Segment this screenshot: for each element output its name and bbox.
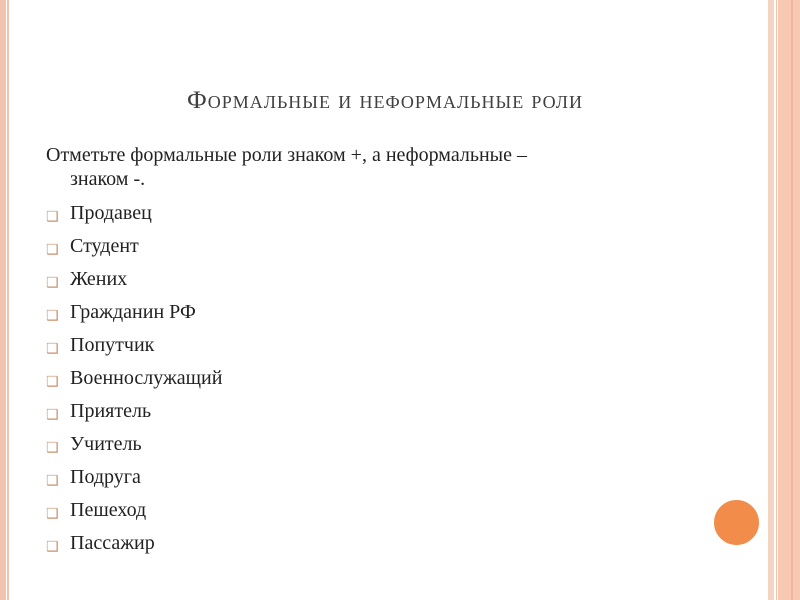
list-item bbox=[46, 431, 706, 464]
list-item bbox=[46, 365, 706, 398]
list-item bbox=[46, 332, 706, 365]
square-bullet-icon: ❑ bbox=[46, 539, 59, 555]
list-item-label: Продавец bbox=[70, 202, 152, 224]
left-frame-border bbox=[0, 0, 6, 600]
list-item bbox=[46, 398, 706, 431]
square-bullet-icon: ❑ bbox=[46, 341, 59, 357]
list-item-label: Учитель bbox=[70, 433, 142, 455]
list-item bbox=[46, 497, 706, 530]
list-item-label: Гражданин РФ bbox=[70, 301, 196, 323]
list-item-label: Студент bbox=[70, 235, 139, 257]
intro-text bbox=[46, 143, 706, 191]
square-bullet-icon: ❑ bbox=[46, 506, 59, 522]
slide-body bbox=[46, 143, 706, 563]
square-bullet-icon: ❑ bbox=[46, 374, 59, 390]
list-item bbox=[46, 233, 706, 266]
list-item bbox=[46, 530, 706, 563]
right-frame-band bbox=[768, 0, 774, 600]
right-frame-border bbox=[778, 0, 800, 600]
list-item bbox=[46, 200, 706, 233]
square-bullet-icon: ❑ bbox=[46, 440, 59, 456]
slide-title: Формальные и неформальные роли bbox=[187, 87, 583, 114]
list-item-label: Пешеход bbox=[70, 499, 147, 521]
right-frame-line bbox=[776, 0, 777, 600]
square-bullet-icon: ❑ bbox=[46, 242, 59, 258]
square-bullet-icon: ❑ bbox=[46, 407, 59, 423]
square-bullet-icon: ❑ bbox=[46, 275, 59, 291]
right-frame-stripe bbox=[791, 0, 793, 600]
list-item-label: Военнослужащий bbox=[70, 367, 223, 389]
intro-line-2: знаком -. bbox=[70, 168, 146, 190]
left-frame-line bbox=[7, 0, 9, 600]
square-bullet-icon: ❑ bbox=[46, 209, 59, 225]
list-item-label: Подруга bbox=[70, 466, 141, 488]
intro-line-1: Отметьте формальные роли знаком +, а неформальные – bbox=[46, 144, 527, 166]
decorative-circle bbox=[711, 497, 762, 548]
list-item bbox=[46, 299, 706, 332]
list-item-label: Пассажир bbox=[70, 532, 155, 554]
list-item bbox=[46, 266, 706, 299]
list-item bbox=[46, 464, 706, 497]
list-item-label: Попутчик bbox=[70, 334, 155, 356]
list-item-label: Приятель bbox=[70, 400, 152, 422]
list-item-label: Жених bbox=[70, 268, 128, 290]
role-list bbox=[46, 200, 706, 563]
square-bullet-icon: ❑ bbox=[46, 473, 59, 489]
square-bullet-icon: ❑ bbox=[46, 308, 59, 324]
